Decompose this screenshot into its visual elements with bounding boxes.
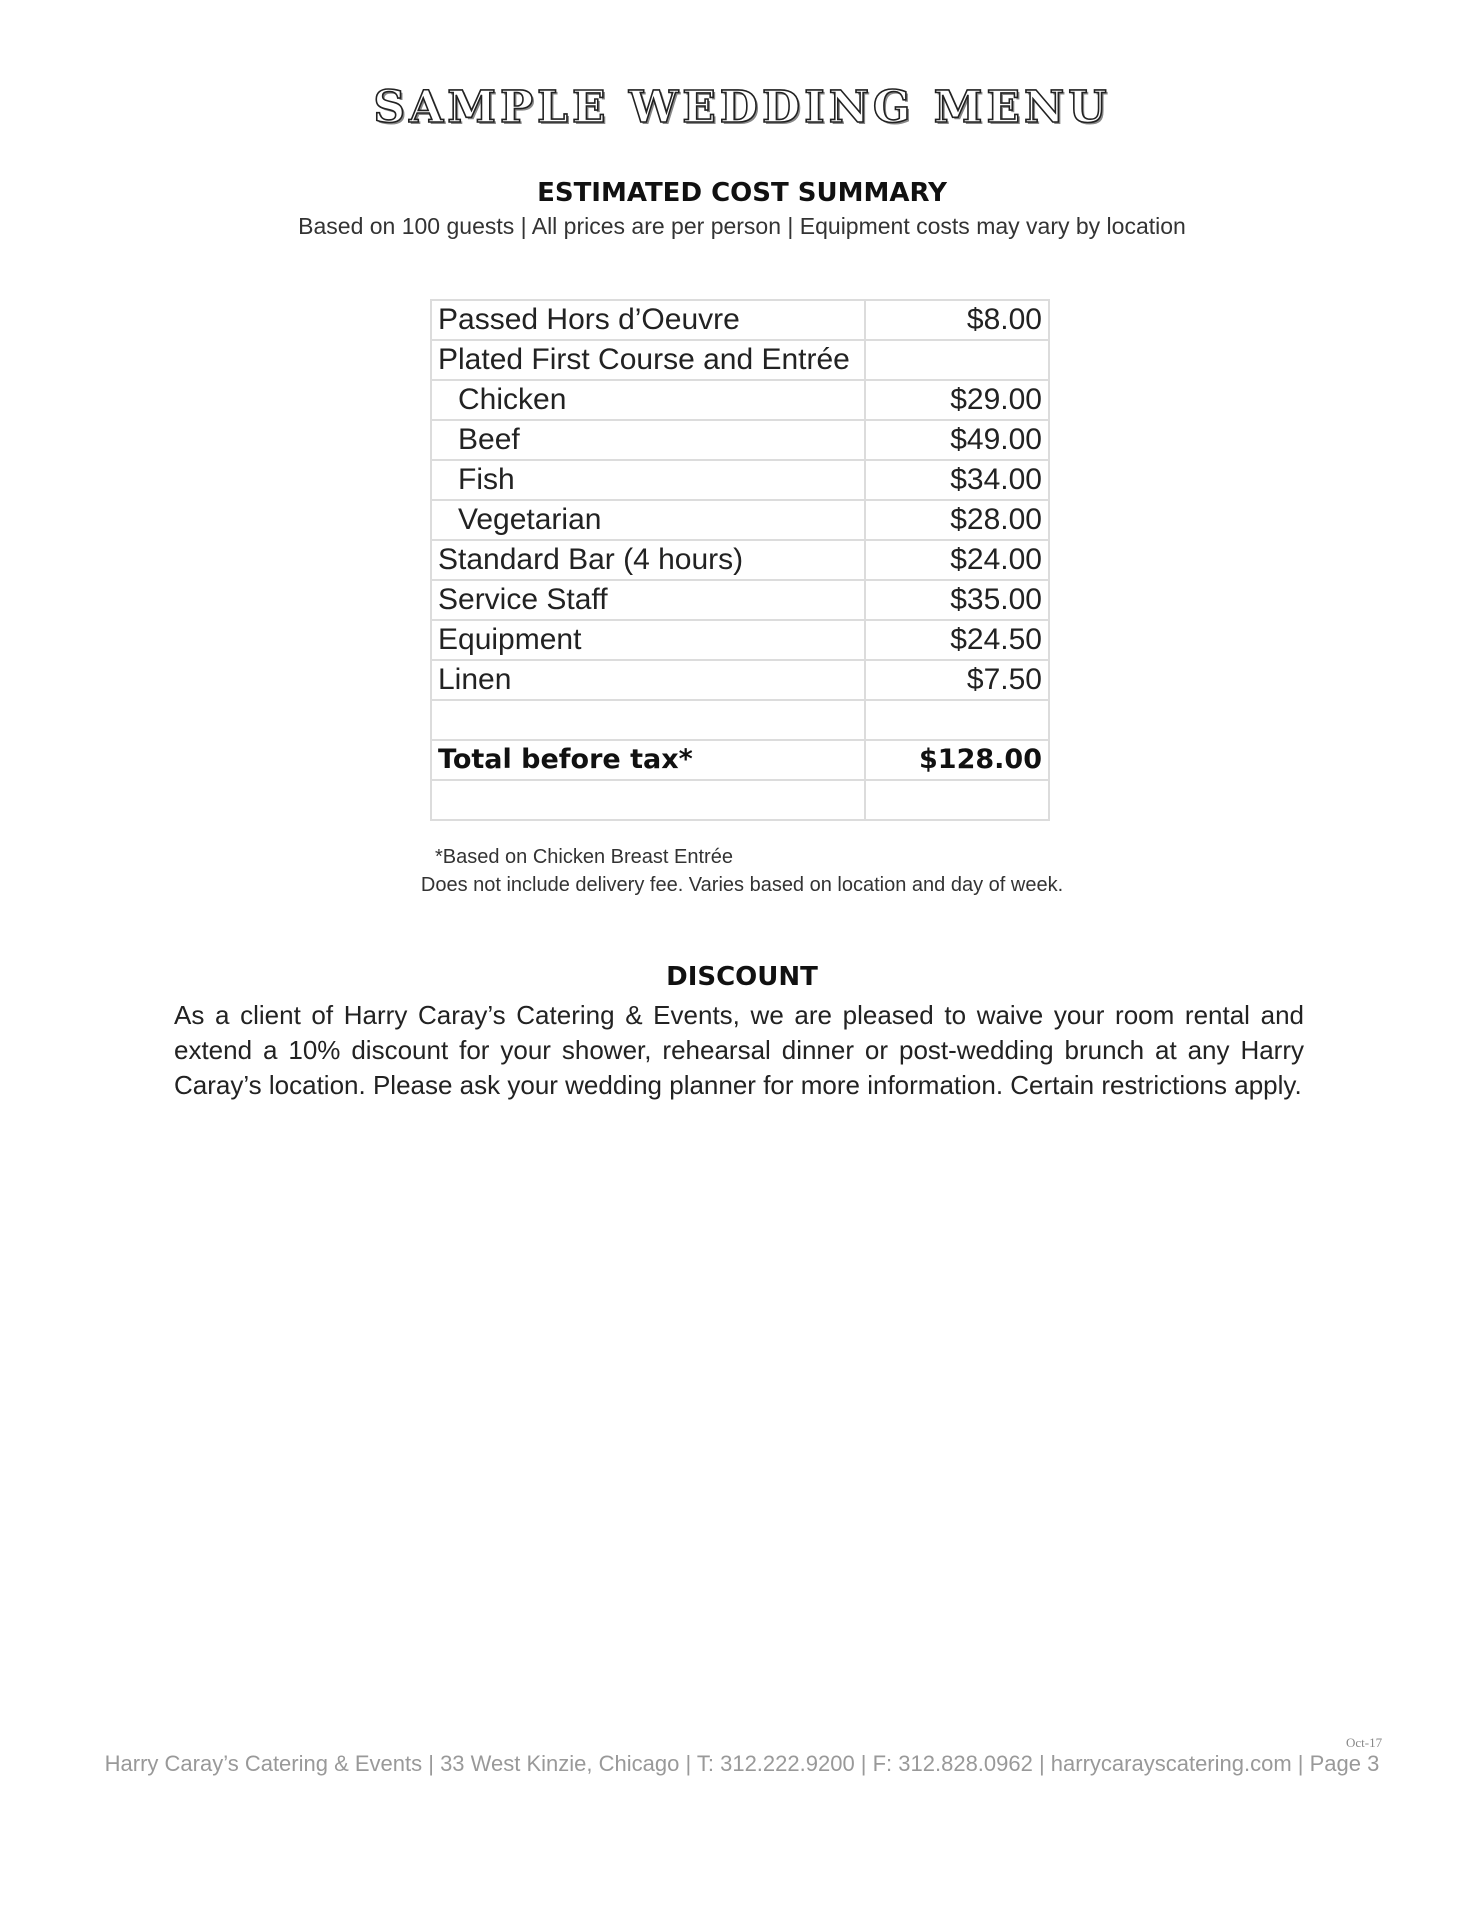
price-cell — [865, 340, 1049, 380]
table-row — [431, 620, 1049, 660]
item-cell: Chicken — [431, 380, 865, 420]
price-cell: $24.50 — [865, 620, 1049, 660]
cost-table — [430, 299, 1050, 821]
empty-row — [431, 700, 1049, 740]
item-cell: Beef — [431, 420, 865, 460]
empty-cell — [431, 700, 865, 740]
price-cell: $49.00 — [865, 420, 1049, 460]
total-value: $128.00 — [865, 740, 1049, 780]
footnote-entree: *Based on Chicken Breast Entrée — [435, 846, 733, 868]
item-cell: Plated First Course and Entrée — [431, 340, 865, 380]
empty-row — [431, 780, 1049, 820]
discount-heading: DISCOUNT — [666, 962, 818, 992]
table-row — [431, 420, 1049, 460]
cost-summary-heading: ESTIMATED COST SUMMARY — [537, 178, 947, 208]
footer-date: Oct-17 — [1346, 1735, 1383, 1750]
price-cell: $34.00 — [865, 460, 1049, 500]
total-row — [431, 740, 1049, 780]
discount-paragraph: As a client of Harry Caray’s Catering & Events, we are pleased to waive your room rental and extend a 10% discount for your shower, rehearsal dinner or post-wedding brunch at any Harry Caray’s location. Please ask your wedding planner for more information. Certain restrictions apply. — [174, 1000, 1304, 1100]
table-row — [431, 540, 1049, 580]
price-cell: $29.00 — [865, 380, 1049, 420]
price-cell: $35.00 — [865, 580, 1049, 620]
price-cell: $28.00 — [865, 500, 1049, 540]
page-title: SAMPLE WEDDING MENU — [373, 82, 1111, 133]
table-row — [431, 340, 1049, 380]
cost-summary-subtitle: Based on 100 guests | All prices are per person | Equipment costs may vary by location — [298, 213, 1186, 239]
table-row — [431, 380, 1049, 420]
table-row — [431, 660, 1049, 700]
price-cell: $8.00 — [865, 300, 1049, 340]
table-row — [431, 460, 1049, 500]
table-row — [431, 300, 1049, 340]
item-cell: Service Staff — [431, 580, 865, 620]
price-cell: $24.00 — [865, 540, 1049, 580]
item-cell: Equipment — [431, 620, 865, 660]
total-label: Total before tax* — [431, 740, 865, 780]
footnote-delivery: Does not include delivery fee. Varies based on location and day of week. — [420, 874, 1064, 896]
item-cell: Vegetarian — [431, 500, 865, 540]
item-cell: Standard Bar (4 hours) — [431, 540, 865, 580]
empty-cell — [865, 780, 1049, 820]
price-cell: $7.50 — [865, 660, 1049, 700]
empty-cell — [431, 780, 865, 820]
empty-cell — [865, 700, 1049, 740]
table-row — [431, 500, 1049, 540]
page-footer: Harry Caray’s Catering & Events | 33 West Kinzie, Chicago | T: 312.222.9200 | F: 312.828.0962 | harrycarayscatering.com | Page 3 — [104, 1751, 1380, 1776]
table-row — [431, 580, 1049, 620]
item-cell: Fish — [431, 460, 865, 500]
item-cell: Linen — [431, 660, 865, 700]
item-cell: Passed Hors d’Oeuvre — [431, 300, 865, 340]
